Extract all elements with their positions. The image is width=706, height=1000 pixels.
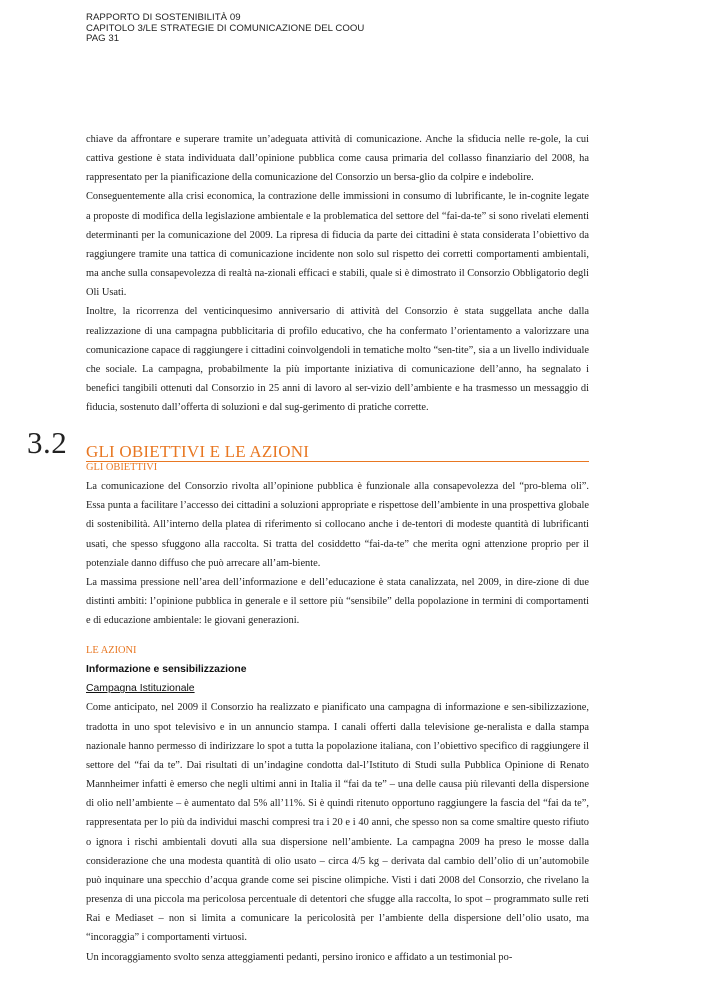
azioni-block <box>86 641 589 967</box>
chapter-title: CAPITOLO 3/LE STRATEGIE DI COMUNICAZIONE DEL COOU <box>86 22 365 34</box>
campaign-label: Campagna Istituzionale <box>86 683 195 695</box>
intro-paragraph: chiave da affrontare e superare tramite un’adeguata attività di comunicazione. Anche la sfiducia nelle re-gole, la cui cattiva gestione è stata individuata dall’opinione pubblica come causa primaria del collasso finanziario del 2008, ha rappresentato per la pianificazione della comunicazione del Consorzio un bersa-glio da colpire e indebolire. <box>86 134 589 184</box>
obiettivi-paragraph: La massima pressione nell’area dell’informazione e dell’educazione è stata canalizzata, nel 2009, in dire-zione di due distinti ambiti: l’opinione pubblica in generale e il settore più “sensibile” della popolazione in termini di comportamenti e di educazione ambientale: le giovani generazioni. <box>86 576 589 627</box>
obiettivi-heading: GLI OBIETTIVI <box>86 462 158 473</box>
report-title: RAPPORTO DI SOSTENIBILITÀ 09 <box>86 12 241 23</box>
obiettivi-block <box>86 458 589 630</box>
azioni-heading: LE AZIONI <box>86 645 137 656</box>
section-number: 3.2 <box>27 425 68 460</box>
page-number: PAG 31 <box>86 33 120 45</box>
running-header <box>86 13 364 45</box>
azioni-paragraph: Come anticipato, nel 2009 il Consorzio ha realizzato e pianificato una campagna di informazione e sen-sibilizzazione, tradotta in uno spot televisivo e in un annuncio stampa. I canali offerti dalla televisione ge-neralista e dalla stampa nazionale hanno permesso di indirizzare lo spot a tutta la popolazione italiana, con l’obiettivo specifico di raggiungere il settore del “fai da te”. Dai risultati di un’indagine condotta dal-l’Istituto di Studi sulla Pubblica Opinione di Renato Mannheimer infatti è emerso che negli ultimi anni in Italia il “fai da te” – una delle causa più rilevanti della dispersione di olio nell’ambiente – è aumentato dal 5% all’11%. Si è quindi ritenuto opportuno raggiungere la fascia del “fai da te”, rappresentata per lo più da individui maschi compresi tra i 20 e i 40 anni, che spesso non sa come smaltire questo rifiuto o ignora i rischi ambientali dovuti alla sua dispersione nell’ambiente. La campagna 2009 ha preso le mosse dalla considerazione che una modesta quantità di olio usato – circa 4/5 kg – derivata dal cambio dell’olio di un’automobile può inquinare una specchio d’acqua grande come sei piscine olimpiche. Visti i dati 2008 del Consorzio, che rivelano la presenza di una piccola ma pericolosa percentuale di detentori che sfugge alla raccolta, lo spot – programmato sulle reti Rai e Mediaset – non si limita a comunicare la pericolosità per l’ambiente della dispersione dell’olio usato, ma “incoraggia” i comportamenti virtuosi. <box>86 702 589 944</box>
azioni-paragraph: Un incoraggiamento svolto senza atteggiamenti pedanti, persino ironico e affidato a un testimonial po- <box>86 951 513 963</box>
intro-paragraph: Conseguentemente alla crisi economica, la contrazione delle immissioni in consumo di lubrificante, le in-cognite legate a proposte di modifica della legislazione ambientale e la problematica del settore del “fai-da-te” si sono rivelati elementi determinanti per la comunicazione del 2009. La ripresa di fiducia da parte dei cittadini è stata considerata l’obiettivo da raggiungere tramite una tattica di comunicazione incidente non solo sul rispetto dei corretti comportamenti ambientali, ma anche sulla consapevolezza di realtà na-zionali efficaci e stabili, quale si è dimostrato il Consorzio Obbligatorio degli Oli Usati. <box>86 191 590 299</box>
section-title: GLI OBIETTIVI E LE AZIONI <box>86 442 310 461</box>
intro-text-block <box>86 130 589 417</box>
obiettivi-paragraph: La comunicazione del Consorzio rivolta all’opinione pubblica è funzionale alla consapevolezza del “pro-blema oli”. Essa punta a facilitare l’accesso dei cittadini a soluzioni appropriate e rispettose dell’ambiente in una prospettiva globale di sostenibilità. All’interno della platea di riferimento si collocano anche i de-tentori di modeste quantità di lubrificanti usati, che spesso sfuggono alla raccolta. Si tratta del cosiddetto “fai-da-te” che merita ogni attenzione proprio per il potenziale danno diffuso che può arrecare all’am-biente. <box>86 481 589 569</box>
azioni-subheading: Informazione e sensibilizzazione <box>86 664 247 676</box>
intro-paragraph: Inoltre, la ricorrenza del venticinquesimo anniversario di attività del Consorzio è stata suggellata anche dalla realizzazione di una campagna pubblicitaria di profilo educativo, che ha confermato l’orientamento a valorizzare una comunicazione capace di raggiungere i cittadini coinvolgendoli in tematiche molto “sen-tite”, sia a un livello individuale che sociale. La campagna, probabilmente la più importante iniziativa di comunicazione dell’anno, ha segnalato i benefici tangibili ottenuti dal Consorzio in 25 anni di lavoro al ser-vizio dell’ambiente e ha trasmesso un messaggio di fiducia, sostenuto dall’offerta di soluzioni e dal sug-gerimento di pratiche corrette. <box>86 306 589 414</box>
